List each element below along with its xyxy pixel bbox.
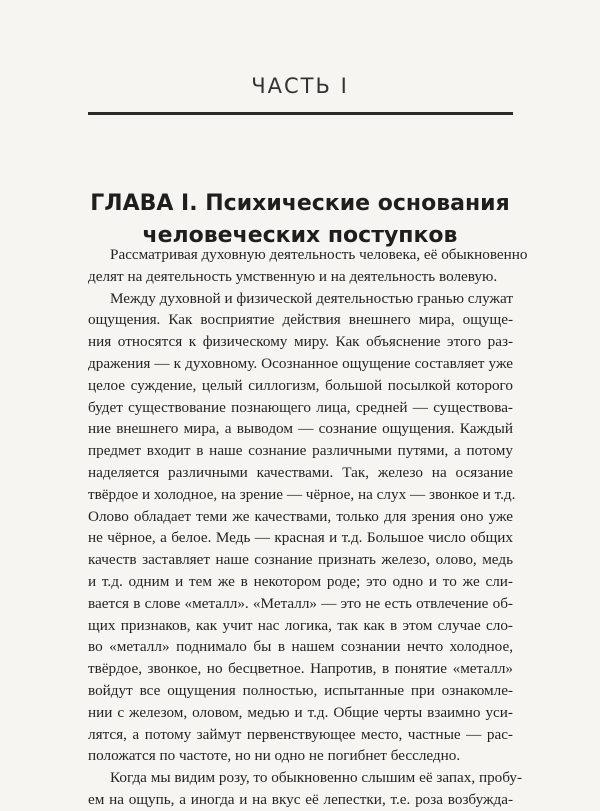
text-line: целое суждение, целый силлогизм, большой посылкой которого (88, 376, 513, 394)
chapter-title (80, 188, 520, 252)
text-line: качеств заставляет наше сознание признать железо, олово, медь (88, 551, 513, 569)
text-line: Олово обладает теми же качествами, только для зрения оно уже (88, 507, 513, 525)
chapter-title-line-1: ГЛАВА I. Психические основания (90, 191, 510, 216)
text-line: ние внешнего мира, а выводом — сознание ощущения. Каждый (88, 420, 513, 438)
text-line: нии с железом, оловом, медью и т.д. Общие черты взаимно уси- (88, 703, 513, 721)
text-line: ем на ощупь, а иногда и на вкус её лепестки, т.е. роза возбужда- (88, 790, 513, 808)
text-line: твёрдое, звонкое, но бесцветное. Напротив, в понятие «металл» (88, 660, 513, 678)
chapter-title-line-2: человеческих поступков (142, 223, 458, 248)
text-line: делят на деятельность умственную и на деятельность волевую. (88, 267, 498, 285)
text-line: вается в слове «металл». «Металл» — это не есть отвлечение об- (88, 594, 513, 612)
text-line: и т.д. одним и тем же в некотором роде; это одно и то же сли- (88, 572, 513, 590)
text-line: войдут все ощущения полностью, испытанные при ознакомле- (88, 681, 513, 699)
text-line: предмет входит в наше сознание различными путями, а потому (88, 442, 513, 460)
header-rule (88, 112, 513, 115)
text-line: Между духовной и физической деятельностью гранью служат (110, 289, 513, 307)
text-line: во «металл» поднимало бы в нашем сознании нечто холодное, (88, 638, 513, 656)
text-line: твёрдое и холодное, на зрение — чёрное, на слух — звонкое и т.д. (88, 485, 516, 503)
text-line: лятся, а потому займут первенствующее место, частные — рас- (88, 725, 513, 743)
text-line: не чёрное, а белое. Медь — красная и т.д. Большое число общих (88, 529, 513, 547)
text-line: ния относятся к физическому миру. Как объяснение этого раз- (88, 333, 513, 351)
text-line: Когда мы видим розу, то обыкновенно слышим её запах, пробу- (110, 769, 523, 787)
text-line: дражения — к духовному. Осознанное ощущение составляет уже (88, 354, 513, 372)
text-line: положатся по частоте, но ни одно не погибнет бесследно. (88, 747, 461, 765)
part-title: ЧАСТЬ I (251, 74, 349, 98)
body-text (88, 244, 528, 811)
text-line: наделяется различными качествами. Так, железо на осязание (88, 463, 513, 481)
text-line: Рассматривая духовную деятельность человека, её обыкновенно (110, 246, 528, 263)
text-line: ощущения. Как восприятие действия внешнего мира, ощуще- (88, 311, 513, 329)
text-line: щих признаков, как учит нас логика, так как в этом случае сло- (88, 616, 513, 634)
text-line: будет существование познающего лица, средней — существова- (88, 398, 513, 416)
